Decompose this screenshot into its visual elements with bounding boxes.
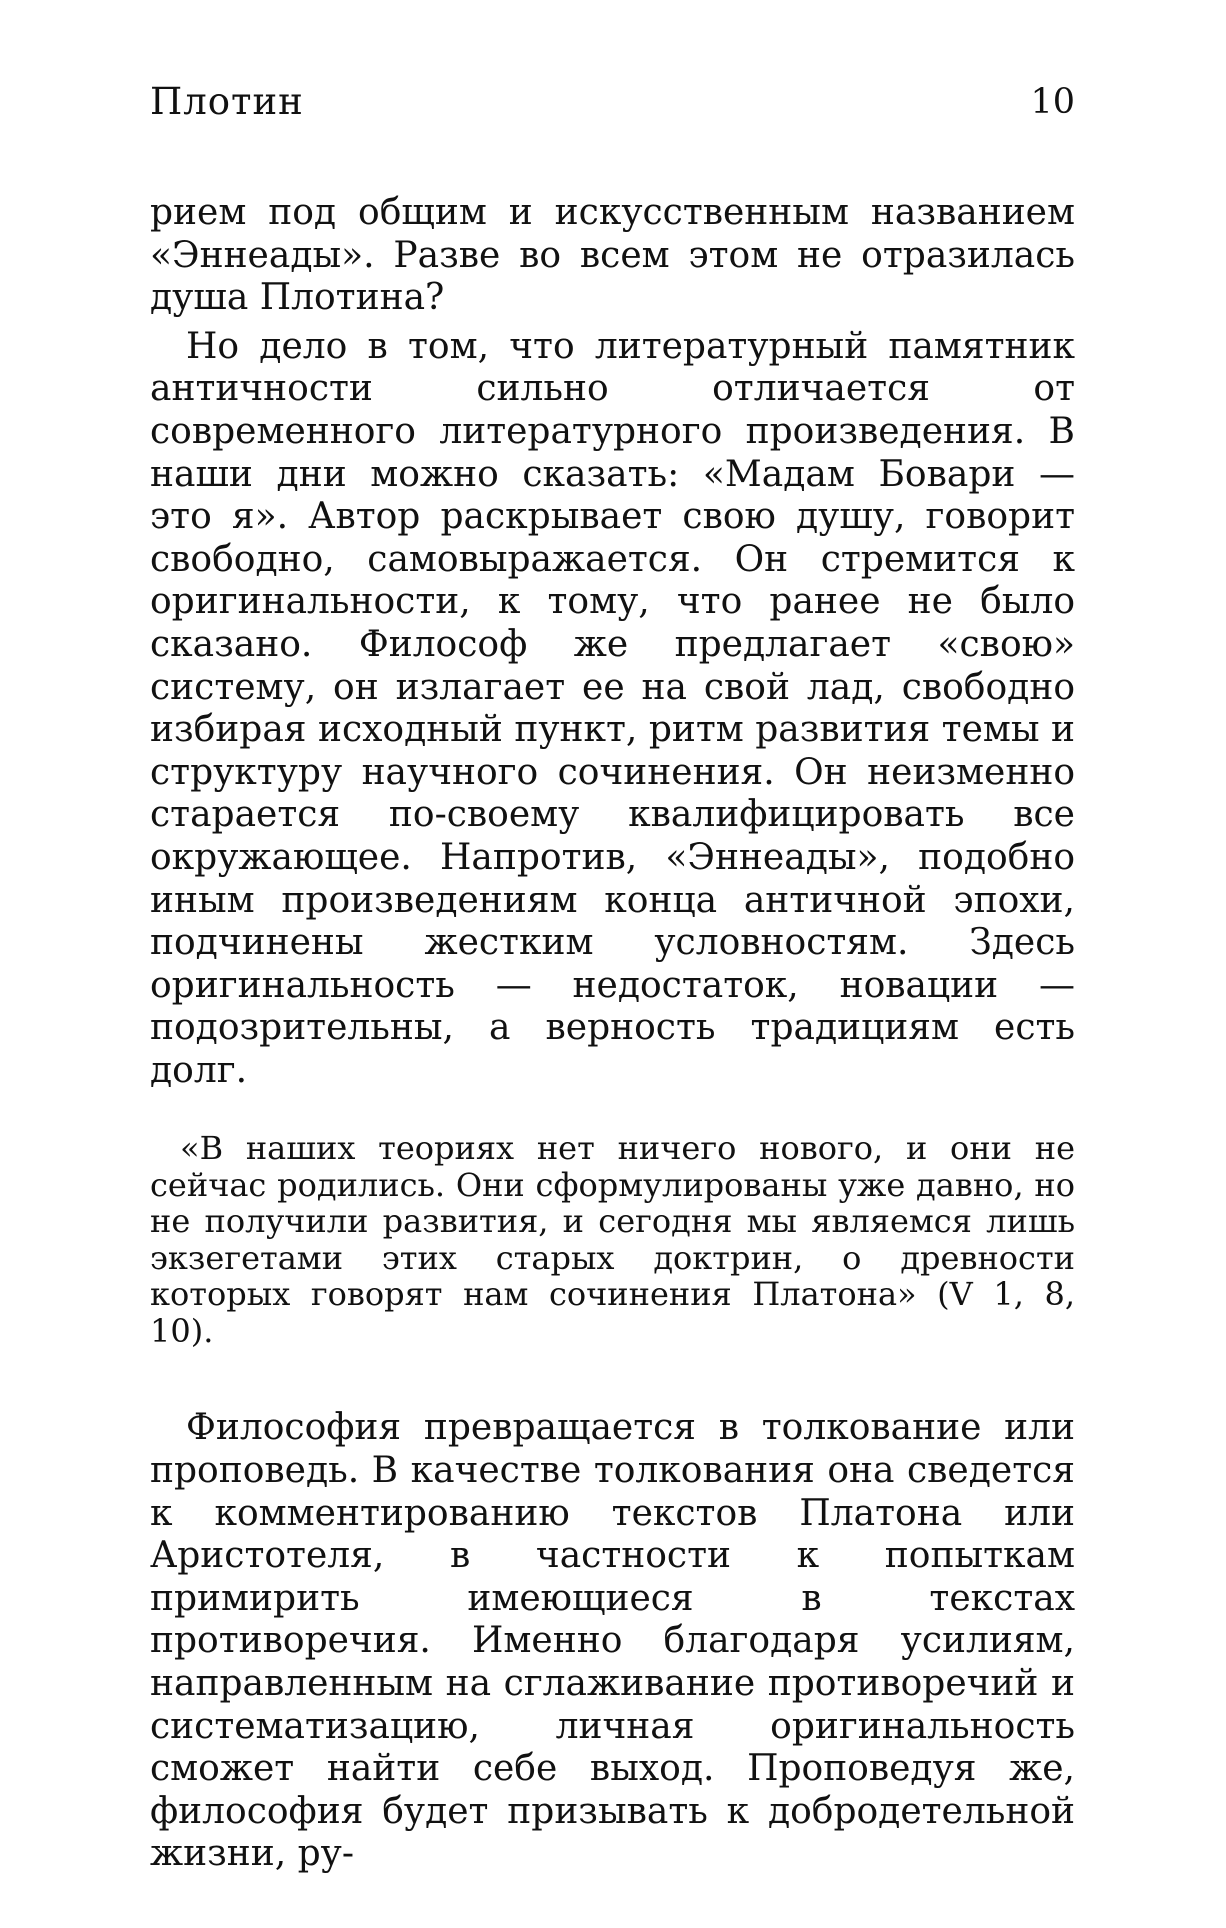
paragraph-philosophy: Философия превращается в толкование или проповедь. В качестве толкования она сведется к комментированию текстов Платона или Аристотеля, в частности к попыткам примирить имеющиеся в текстах противоречия. Именно благодаря усилиям, направленным на сглаживание противоречий и систематизацию, личная оригинальность сможет найти себе выход. Проповедуя же, философия будет призывать к добродетельной жизни, ру- [150,1407,1075,1875]
book-page [150,80,1075,1876]
block-quote: «В наших теориях нет ничего нового, и они не сейчас родились. Они сформулированы уже давно, но не получили развития, и сегодня мы являемся лишь экзегетами этих старых доктрин, о древности которых говорят нам сочинения Платона» (V 1, 8, 10). [150,1129,1075,1350]
paragraph-literary-monument: Но дело в том, что литературный памятник античности сильно отличается от современного литературного произведения. В наши дни можно сказать: «Мадам Бовари — это я». Автор раскрывает свою душу, говорит свободно, самовыражается. Он стремится к оригинальности, к тому, что ранее не было сказано. Философ же предлагает «свою» систему, он излагает ее на свой лад, свободно избирая исходный пункт, ритм развития темы и структуру научного сочинения. Он неизменно старается по-своему квалифицировать все окружающее. Напротив, «Эннеады», подобно иным произведениям конца античной эпохи, подчинены жестким условностям. Здесь оригинальность — недостаток, новации — подозрительны, а верность традициям есть долг. [150,325,1075,1091]
running-head-title: Плотин [150,80,304,123]
paragraph-continued: рием под общим и искусственным названием «Эннеады». Разве во всем этом не отразилась душа Плотина? [150,192,1075,319]
running-head [150,80,1075,130]
page-number: 10 [1030,82,1075,122]
